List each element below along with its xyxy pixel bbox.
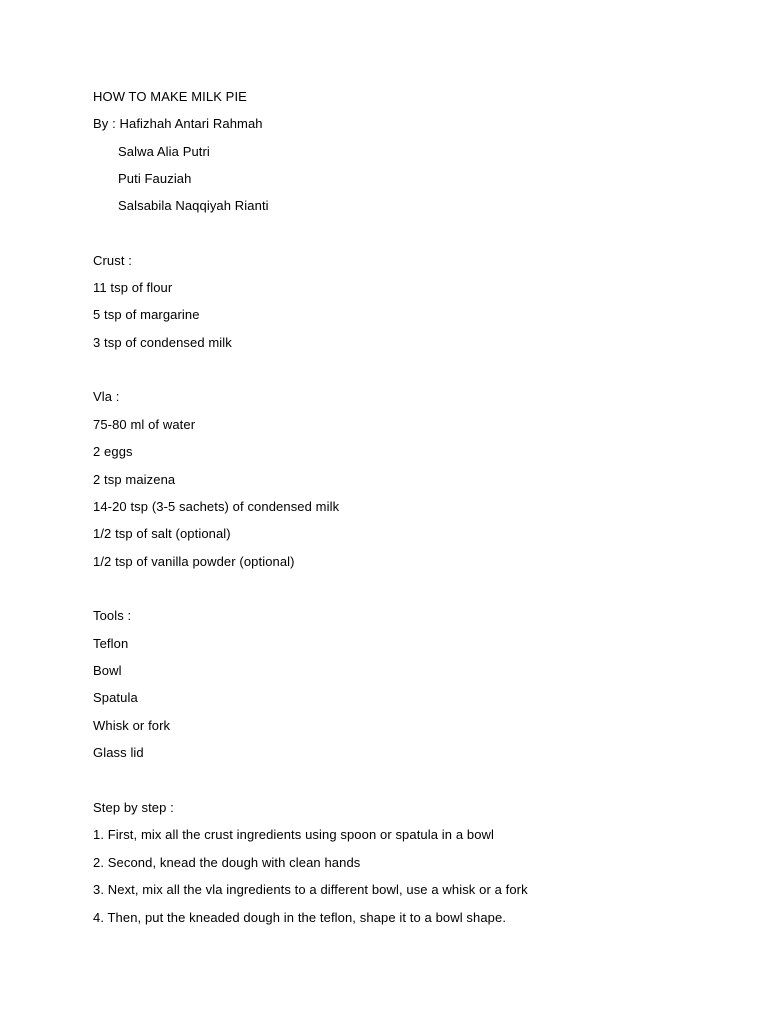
steps-heading: Step by step : [93, 800, 174, 815]
author-name: Puti Fauziah [118, 171, 192, 186]
tools-item: Spatula [93, 690, 138, 705]
document-title: HOW TO MAKE MILK PIE [93, 89, 247, 104]
crust-heading: Crust : [93, 253, 132, 268]
author-name: Salwa Alia Putri [118, 144, 210, 159]
step-item: 1. First, mix all the crust ingredients using spoon or spatula in a bowl [93, 827, 495, 842]
vla-item: 75-80 ml of water [93, 417, 196, 432]
tools-heading: Tools : [93, 608, 132, 623]
vla-item: 14-20 tsp (3-5 sachets) of condensed milk [93, 499, 340, 514]
vla-item: 2 eggs [93, 444, 133, 459]
author-name: Salsabila Naqqiyah Rianti [118, 198, 269, 213]
tools-item: Glass lid [93, 745, 144, 760]
step-item: 4. Then, put the kneaded dough in the teflon, shape it to a bowl shape. [93, 910, 507, 925]
crust-item: 5 tsp of margarine [93, 307, 200, 322]
tools-item: Bowl [93, 663, 122, 678]
crust-item: 11 tsp of flour [93, 280, 173, 295]
author-line: By : Hafizhah Antari Rahmah [93, 116, 263, 131]
tools-item: Teflon [93, 636, 129, 651]
vla-item: 1/2 tsp of salt (optional) [93, 526, 231, 541]
step-item: 3. Next, mix all the vla ingredients to a different bowl, use a whisk or a fork [93, 882, 528, 897]
crust-item: 3 tsp of condensed milk [93, 335, 232, 350]
tools-item: Whisk or fork [93, 718, 171, 733]
vla-item: 1/2 tsp of vanilla powder (optional) [93, 554, 295, 569]
vla-item: 2 tsp maizena [93, 472, 176, 487]
step-item: 2. Second, knead the dough with clean hands [93, 855, 361, 870]
vla-heading: Vla : [93, 389, 120, 404]
